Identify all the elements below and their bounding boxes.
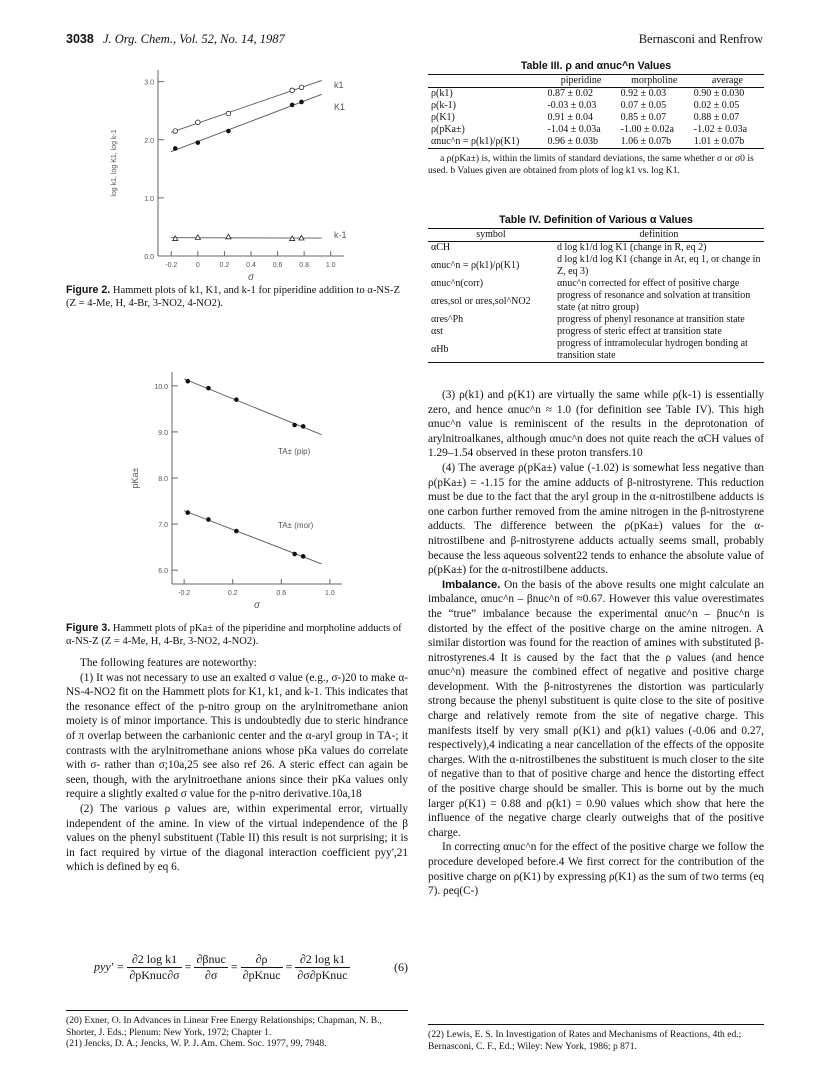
x-tick-label: 1.0 — [324, 590, 335, 597]
data-point — [226, 234, 231, 239]
data-point — [173, 236, 178, 241]
paragraph-imbalance: Imbalance. On the basis of the above results one might calculate an imbalance, αnuc^n – βnuc^n of ≈0.67. However this value overestimates the “true” imbalance because the experimental αnuc^n – βnuc^n is distorted by the effect of the positive charge on the amine nitrogen. A similar distortion was found for the reaction of amines with substituted β-nitrostyrenes.4 It is caused by the fact that the ρ values (and hence αnuc^n) measure the combined effect of negative and positive charge development. With the β-nitrostyrenes the distortion was particularly strong because the phenyl substituent is quite close to the site of positive charge and relatively remote from the site of negative charge. This manifests itself by very small ρ(K1) and ρ(k1) values (-0.06 and 0.27, respectively),4 indicating a near cancellation of the effects of the opposite charges. With the α-nitrostilbenes the substituent is much closer to the site of negative than to that of positive charge and hence the distorting effect of the positive charge should be smaller. This is borne out by the much larger ρ(K1) = 0.88 and ρ(k1) = 0.90 values which show that here the influence of the negative charge clearly outweighs that of the positive charge. — [428, 578, 765, 839]
x-axis-label: σ — [253, 600, 261, 611]
y-tick-label: 10.0 — [154, 383, 168, 391]
data-point — [301, 424, 306, 429]
series-label: K1 — [334, 102, 346, 112]
data-point — [185, 510, 190, 515]
data-point — [234, 529, 239, 534]
data-point — [292, 423, 297, 428]
y-axis-label: log k1, log K1, log k-1 — [111, 129, 118, 197]
table-row: ρ(pKa±) -1.04 ± 0.03a -1.00 ± 0.02a -1.02 ± 0.03a — [431, 124, 748, 135]
table-row: αnuc^n = ρ(k1)/ρ(K1) d log k1/d log K1 (change in Ar, eq 1, or change in Z, eq 3) — [431, 254, 761, 277]
table-row: αCH d log k1/d log K1 (change in R, eq 2) — [431, 242, 707, 253]
table-row: αres^Ph progress of phenyl resonance at transition state — [431, 314, 745, 325]
paragraph-1: (1) It was not necessary to use an exalted σ value (e.g., σ-)20 to make α-NS-4-NO2 fit on the Hammett plots for K1, k1, and k-1. This indicates that the resonance effect of the p-nitro group on the arylnitromethane anion moiety is of minor importance. This is undoubtedly due to steric hindrance of π overlap between the carbanionic center and the α-aryl group in TA-; it contrasts with the arylnitromethane anions whose pKa values do correlate with σ- rather than σ;10a,25 see also ref 26. A steric effect can again be seen, though, with the arylnitroethane anions since their pKa values only require a slightly exalted σ value for the p-nitro derivative.10a,18 — [66, 671, 408, 801]
table-3-header: morpholine — [631, 75, 678, 86]
data-point — [299, 100, 304, 105]
x-tick-label: 0.2 — [219, 262, 230, 269]
table-4 — [428, 214, 764, 363]
footnote-22: (22) Lewis, E. S. In Investigation of Rates and Mechanisms of Reactions, 4th ed.; Bernasconi, C. F., Ed.; Wiley: New York, 1986; p 871. — [428, 1029, 742, 1052]
y-tick-label: 6.0 — [158, 568, 168, 576]
table-3-header: piperidine — [560, 75, 602, 86]
table-row: ρ(k1) 0.87 ± 0.02 0.92 ± 0.03 0.90 ± 0.030 — [431, 88, 745, 99]
footnotes-left — [66, 1010, 408, 1050]
paragraph-3: (3) ρ(k1) and ρ(K1) are virtually the same while ρ(k-1) is essentially zero, and hence αnuc^n ≈ 1.0 (for definition see Table IV). This high αnuc^n value is reminiscent of the results in the deprotonation of arylnitroalkanes, although αnuc^n does not quite reach the αCH values of 1.29–1.54 observed in these proton transfers.10 — [428, 389, 764, 460]
figure-2-plot — [108, 62, 368, 282]
figure-2-caption-text: Hammett plots of k1, K1, and k-1 for piperidine addition to α-NS-Z (Z = 4-Me, H, 4-Br, 3-NO2, 4-NO2). — [66, 285, 400, 309]
data-point — [173, 129, 178, 134]
x-tick-label: 0.6 — [272, 262, 283, 269]
paragraph-intro: The following features are noteworthy: — [80, 657, 257, 669]
equation-lhs: pyy' = — [94, 959, 125, 974]
table-4-header: symbol — [476, 229, 506, 240]
figure-2-caption-label: Figure 2. — [66, 284, 111, 296]
series-label: k1 — [334, 80, 344, 90]
equation-fraction-1: $\frac{\text{∂2 log k1}}{\text{∂pKnuc∂σ}}$ — [129, 952, 180, 982]
x-tick-label: 0.4 — [246, 262, 256, 269]
y-tick-label: 0.0 — [144, 254, 154, 261]
journal-citation: J. Org. Chem., Vol. 52, No. 14, 1987 — [102, 32, 285, 46]
footnote-21: (21) Jencks, D. A.; Jencks, W. P. J. Am. Chem. Soc. 1977, 99, 7948. — [66, 1038, 327, 1050]
table-3-grid — [428, 74, 764, 149]
x-tick-label: -0.2 — [165, 262, 178, 269]
footnotes-right — [428, 1024, 764, 1052]
table-row: ρ(K1) 0.91 ± 0.04 0.85 ± 0.07 0.88 ± 0.07 — [431, 112, 740, 123]
table-3-title: Table III. ρ and αnuc^n Values — [520, 60, 672, 72]
data-point — [234, 397, 239, 402]
left-column-body — [66, 656, 408, 875]
data-point — [206, 386, 211, 391]
paragraph-6: In correcting αnuc^n for the effect of the positive charge we follow the procedure developed before.4 We first correct for the contribution of the positive charge on ρ(K1) by expressing ρ(K1) as the sum of two terms (eq 7). ρeq(C-) — [428, 841, 764, 898]
equation-6: pyy' = $\frac{\text{∂2 log k1}}{\text{∂pKnuc∂σ}}$ = $\frac{\text{∂βnuc}}{\partial\sigma}$ = $\frac{\partial\rho}{\text{∂pKnuc}}$ = $\frac{\text{∂2 log k1}}{\text{∂σ∂pKnuc}}$ (6) — [94, 952, 408, 982]
table-row: αnuc^n = ρ(k1)/ρ(K1) 0.96 ± 0.03b 1.06 ± 0.07b 1.01 ± 0.07b — [428, 136, 764, 149]
table-4-title: Table IV. Definition of Various α Values — [499, 214, 693, 226]
equation-fraction-4: $\frac{\text{∂2 log k1}}{\text{∂σ∂pKnuc}}$ — [297, 952, 348, 982]
data-point — [301, 554, 306, 559]
table-row: αres,sol or αres,sol^NO2 progress of resonance and solvation at transition state (at nitro group) — [431, 290, 751, 313]
table-row: αst progress of steric effect at transition state — [431, 326, 722, 337]
data-point — [195, 235, 200, 240]
y-tick-label: 8.0 — [158, 476, 168, 483]
figure-3-plot — [128, 362, 368, 622]
table-3-footnote: a ρ(pKa±) is, within the limits of standard deviations, the same whether σ or σ0 is used. b Values given are obtained from plots of log k1 vs. log K1. — [428, 153, 754, 176]
y-tick-label: 1.0 — [144, 195, 154, 203]
imbalance-heading: Imbalance. — [442, 578, 501, 591]
equation-fraction-2: $\frac{\text{∂βnuc}}{\partial\sigma}$ — [196, 952, 226, 982]
x-tick-label: 0.6 — [276, 590, 287, 597]
data-point — [290, 88, 295, 93]
equation-fraction-3: $\frac{\partial\rho}{\text{∂pKnuc}}$ — [242, 952, 281, 982]
series-label: TA± (pip) — [278, 447, 311, 456]
x-axis-label: σ — [247, 272, 255, 282]
figure-3-caption — [66, 622, 408, 648]
page-header-authors: Bernasconi and Renfrow — [638, 32, 763, 46]
table-row: αnuc^n(corr) αnuc^n corrected for effect of positive charge — [431, 278, 740, 289]
series-label: TA± (mor) — [278, 521, 314, 530]
figure-3-caption-text: Hammett plots of pKa± of the piperidine and morpholine adducts of α-NS-Z (Z = 4-Me, H, 4-Br, 3-NO2, 4-NO2). — [66, 623, 402, 647]
paragraph-2: (2) The various ρ values are, within experimental error, virtually independent of the amine. In view of the virtual independence of the β values on the phenyl substituent (Table II) this result is not surprising; it is in fact required by virtue of the diagonal interaction coefficient pyy',21 which is defined by eq 6. — [66, 802, 408, 874]
data-point — [206, 517, 211, 522]
table-3-header — [428, 75, 544, 88]
figure-3-caption-label: Figure 3. — [66, 622, 111, 634]
data-point — [196, 120, 201, 125]
data-point — [292, 552, 297, 557]
x-tick-label: 0 — [195, 262, 200, 269]
table-3-header: average — [711, 75, 743, 86]
y-tick-label: 7.0 — [158, 522, 168, 530]
right-column-body — [428, 388, 764, 899]
equation-number: (6) — [394, 960, 408, 974]
data-point — [290, 103, 295, 108]
y-tick-label: 9.0 — [158, 429, 168, 437]
series-label: k-1 — [334, 230, 347, 240]
x-tick-label: 0.8 — [299, 262, 310, 269]
table-4-grid — [428, 228, 764, 363]
footnote-20: (20) Exner, O. In Advances in Linear Free Energy Relationships; Chapman, N. B., Shorter, J. Eds.; Plenum: New York, 1972; Chapter 1. — [66, 1015, 382, 1038]
data-point — [299, 85, 304, 90]
page-number: 3038 — [66, 32, 94, 46]
x-tick-label: 0.2 — [227, 590, 238, 597]
y-axis-label: pKa± — [130, 467, 140, 489]
x-tick-label: -0.2 — [178, 590, 191, 597]
data-point — [185, 379, 190, 384]
data-point — [226, 111, 231, 116]
data-point — [226, 129, 231, 134]
y-tick-label: 3.0 — [144, 79, 154, 87]
series-line-1 — [171, 94, 322, 151]
table-3 — [428, 60, 764, 176]
page-header-left — [66, 32, 285, 47]
y-tick-label: 2.0 — [144, 137, 154, 145]
x-tick-label: 1.0 — [325, 262, 336, 269]
data-point — [196, 140, 201, 145]
paragraph-4: (4) The average ρ(pKa±) value (-1.02) is somewhat less negative than ρ(pKa±) = -1.15 for the amine adducts of β-nitrostyrene. This reduction must be due to the fact that the aryl group in the α-nitrostilbene adducts is one carbon further removed from the amine nitrogen in the β-nitrostyrene adducts. The difference between the ρ(pKa±) values for the α-nitrostilbene and β-nitrostyrene adducts actually seems small, probably because the less aqueous solvent22 tends to enhance the absolute value of ρ(pKa±) for the α-nitrostilbene adducts. — [428, 461, 764, 577]
figure-2-caption — [66, 284, 408, 310]
data-point — [173, 146, 178, 151]
table-row: αHb progress of intramolecular hydrogen bonding at transition state — [428, 338, 764, 363]
table-4-header: definition — [639, 229, 679, 240]
table-row: ρ(k-1) -0.03 ± 0.03 0.07 ± 0.05 0.02 ± 0.05 — [431, 100, 740, 111]
